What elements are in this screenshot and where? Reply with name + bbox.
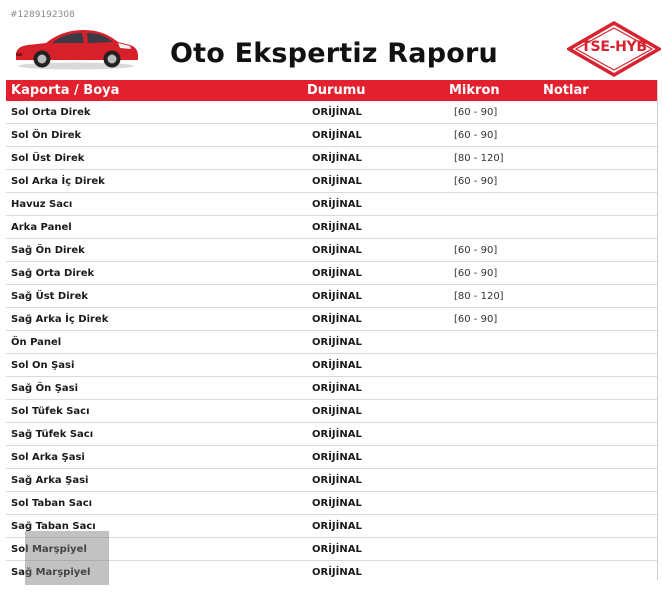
status-cell: ORİJİNAL	[312, 452, 362, 463]
part-cell: Sol Arka İç Direk	[11, 176, 105, 187]
tse-hyb-logo	[567, 21, 661, 77]
micron-cell: [60 - 90]	[454, 176, 498, 187]
status-cell: ORİJİNAL	[312, 107, 362, 118]
part-cell: Arka Panel	[11, 222, 72, 233]
table-row	[6, 308, 658, 331]
status-cell: ORİJİNAL	[312, 153, 362, 164]
micron-cell: [60 - 90]	[454, 107, 498, 118]
part-cell: Sağ Taban Sacı	[11, 521, 96, 532]
part-cell: Sol Taban Sacı	[11, 498, 93, 509]
column-header-part: Kaporta / Boya	[11, 83, 120, 98]
part-cell: Sol On Şasi	[11, 360, 75, 371]
part-cell: Sol Tüfek Sacı	[11, 406, 90, 417]
status-cell: ORİJİNAL	[312, 521, 362, 532]
micron-cell: [80 - 120]	[454, 291, 504, 302]
part-cell: Sağ Arka İç Direk	[11, 314, 109, 325]
table-row	[6, 331, 658, 354]
status-cell: ORİJİNAL	[312, 544, 362, 555]
table-row	[6, 469, 658, 492]
table-header	[6, 80, 658, 101]
status-cell: ORİJİNAL	[312, 360, 362, 371]
part-cell: Sağ Tüfek Sacı	[11, 429, 94, 440]
part-cell: Sağ Ön Direk	[11, 245, 85, 256]
part-cell: Havuz Sacı	[11, 199, 73, 210]
table-right-border	[657, 80, 658, 580]
status-cell: ORİJİNAL	[312, 383, 362, 394]
status-cell: ORİJİNAL	[312, 498, 362, 509]
table-row	[6, 147, 658, 170]
page-title: Oto Ekspertiz Raporu	[170, 38, 498, 69]
status-cell: ORİJİNAL	[312, 406, 362, 417]
column-header-micron: Mikron	[449, 83, 500, 98]
micron-cell: [60 - 90]	[454, 314, 498, 325]
table-row	[6, 124, 658, 147]
status-cell: ORİJİNAL	[312, 429, 362, 440]
status-cell: ORİJİNAL	[312, 268, 362, 279]
table-row	[6, 193, 658, 216]
table-row	[6, 492, 658, 515]
part-cell: Ön Panel	[11, 337, 62, 348]
table-row	[6, 377, 658, 400]
table-row	[6, 101, 658, 124]
column-header-status: Durumu	[307, 83, 366, 98]
micron-cell: [60 - 90]	[454, 130, 498, 141]
micron-cell: [60 - 90]	[454, 245, 498, 256]
table-row	[6, 170, 658, 193]
part-cell: Sağ Üst Direk	[11, 291, 89, 302]
part-cell: Sol Arka Şasi	[11, 452, 85, 463]
table-row	[6, 239, 658, 262]
listing-id: #1289192308	[10, 10, 75, 20]
status-cell: ORİJİNAL	[312, 199, 362, 210]
part-cell: Sol Üst Direk	[11, 153, 85, 164]
table-row	[6, 262, 658, 285]
table-row	[6, 285, 658, 308]
status-cell: ORİJİNAL	[312, 291, 362, 302]
status-cell: ORİJİNAL	[312, 475, 362, 486]
table-row	[6, 354, 658, 377]
car-image	[12, 22, 140, 70]
status-cell: ORİJİNAL	[312, 314, 362, 325]
micron-cell: [80 - 120]	[454, 153, 504, 164]
table-row	[6, 216, 658, 239]
inspection-table	[6, 80, 658, 583]
table-row	[6, 400, 658, 423]
table-row	[6, 423, 658, 446]
status-cell: ORİJİNAL	[312, 130, 362, 141]
logo-text: TSE-HYB	[581, 39, 647, 55]
status-cell: ORİJİNAL	[312, 176, 362, 187]
micron-cell: [60 - 90]	[454, 268, 498, 279]
watermark-badge	[25, 531, 109, 585]
table-body	[6, 101, 658, 583]
status-cell: ORİJİNAL	[312, 222, 362, 233]
part-cell: Sağ Arka Şasi	[11, 475, 89, 486]
part-cell: Sağ Orta Direk	[11, 268, 95, 279]
column-header-notes: Notlar	[543, 83, 589, 98]
part-cell: Sağ Marşpiyel	[11, 567, 91, 578]
part-cell: Sol Orta Direk	[11, 107, 91, 118]
part-cell: Sağ Ön Şasi	[11, 383, 79, 394]
status-cell: ORİJİNAL	[312, 567, 362, 578]
part-cell: Sol Ön Direk	[11, 130, 82, 141]
part-cell: Sol Marşpiyel	[11, 544, 87, 555]
status-cell: ORİJİNAL	[312, 245, 362, 256]
table-row	[6, 446, 658, 469]
status-cell: ORİJİNAL	[312, 337, 362, 348]
